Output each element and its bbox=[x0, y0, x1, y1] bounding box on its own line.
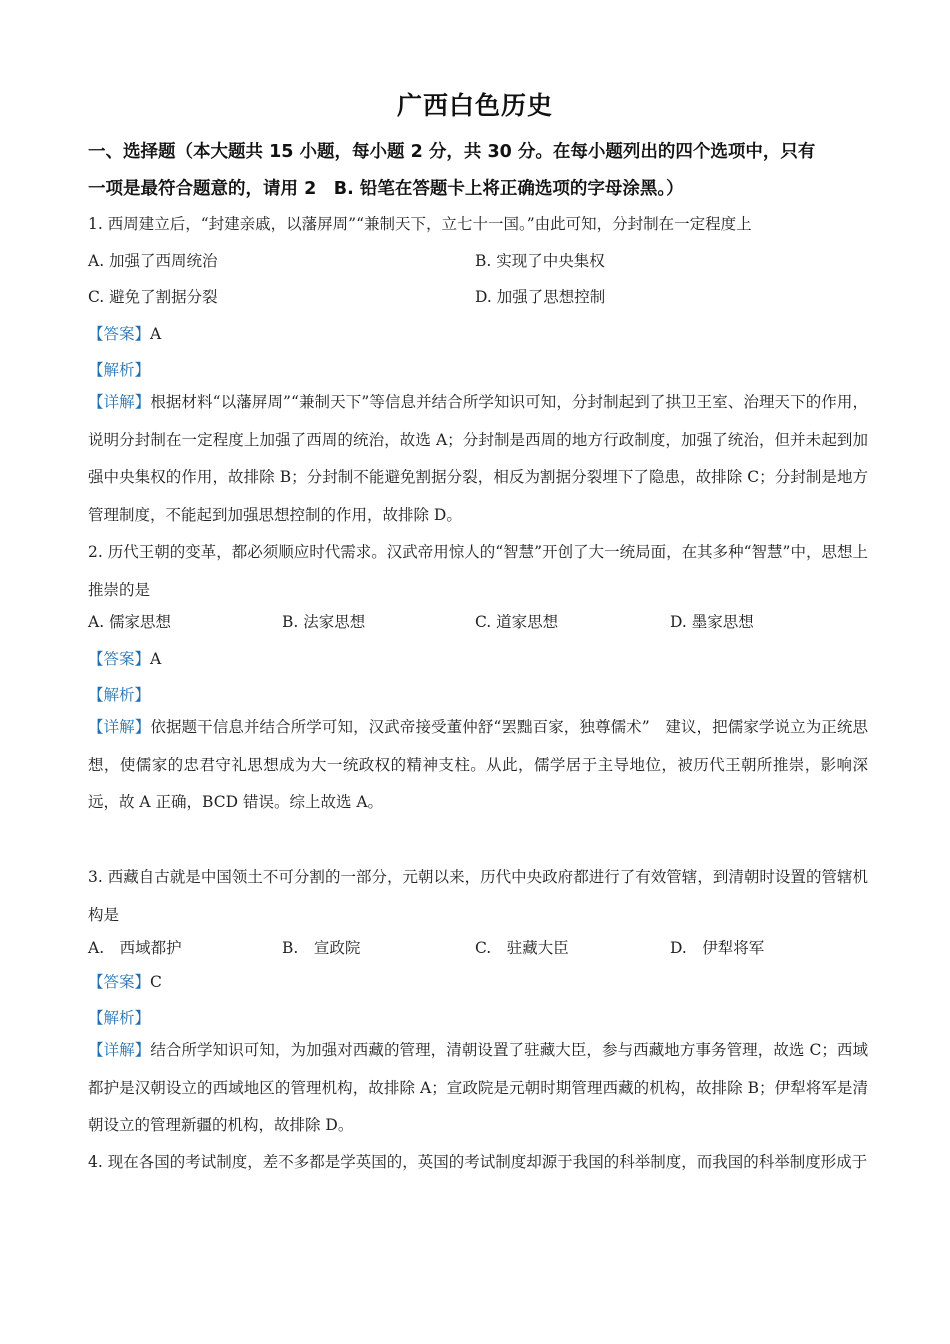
question-3-option-c: C. 驻藏大臣 bbox=[475, 939, 569, 957]
answer-value: A bbox=[150, 325, 162, 343]
question-1-option-d: D. 加强了思想控制 bbox=[475, 288, 606, 306]
answer-label: 【答案】 bbox=[88, 650, 151, 668]
question-2-option-a: A. 儒家思想 bbox=[88, 613, 172, 631]
question-1-option-b: B. 实现了中央集权 bbox=[475, 252, 605, 270]
detail-text: 依据题干信息并结合所学可知，汉武帝接受董仲舒“罢黜百家，独尊儒术” 建议，把儒家学说立为正统思想，使儒家的忠君守礼思想成为大一统政权的精神支柱。从此，儒学居于主导地位，被历代王朝所推崇，影响深远，故 A 正确，BCD 错误。综上故选 A。 bbox=[88, 718, 868, 811]
question-3-option-a: A. 西域都护 bbox=[88, 939, 182, 957]
question-2-option-c: C. 道家思想 bbox=[475, 613, 559, 631]
question-2-stem: 2. 历代王朝的变革，都必须顺应时代需求。汉武帝用惊人的“智慧”开创了大一统局面，在其多种“智慧”中，思想上推崇的是 bbox=[88, 543, 868, 599]
question-3-analysis-label bbox=[88, 1006, 868, 1030]
detail-label: 【详解】 bbox=[88, 393, 151, 411]
question-2-analysis-label bbox=[88, 683, 868, 707]
question-2-detail bbox=[88, 709, 868, 822]
question-2-option-d: D. 墨家思想 bbox=[670, 613, 754, 631]
page-title: 广西白色历史 bbox=[396, 91, 553, 120]
detail-label: 【详解】 bbox=[88, 718, 151, 736]
question-3-option-d: D. 伊犁将军 bbox=[670, 939, 765, 957]
question-2-option-b: B. 法家思想 bbox=[282, 613, 366, 631]
question-3-option-b: B. 宣政院 bbox=[282, 939, 361, 957]
detail-text: 结合所学知识可知，为加强对西藏的管理，清朝设置了驻藏大臣，参与西藏地方事务管理，故选 C；西域都护是汉朝设立的西域地区的管理机构，故排除 A；宣政院是元朝时期管理西藏的机构，故排除 B；伊犁将军是清朝设立的管理新疆的机构，故排除 D。 bbox=[88, 1041, 868, 1134]
question-1-answer bbox=[88, 322, 868, 346]
analysis-label: 【解析】 bbox=[88, 686, 151, 704]
answer-value: C bbox=[150, 973, 162, 991]
analysis-label: 【解析】 bbox=[88, 361, 151, 379]
question-1-analysis-label bbox=[88, 358, 868, 382]
detail-text: 根据材料“以藩屏周”“兼制天下”等信息并结合所学知识可知，分封制起到了拱卫王室、治理天下的作用，说明分封制在一定程度上加强了西周的统治，故选 A；分封制是西周的地方行政制度，加强了统治，但并未起到加强中央集权的作用，故排除 B；分封制不能避免割据分裂，相反为割据分裂埋下了隐患，故排除 C；分封制是地方管理制度，不能起到加强思想控制的作用，故排除 D。 bbox=[88, 393, 868, 524]
section-heading-line-2: 一项是最符合题意的，请用 2 B. 铅笔在答题卡上将正确选项的字母涂黑。） bbox=[88, 179, 684, 199]
question-1-stem: 1. 西周建立后，“封建亲戚，以藩屏周”“兼制天下，立七十一国。”由此可知，分封制在一定程度上 bbox=[88, 215, 752, 233]
section-heading-line-1: 一、选择题（本大题共 15 小题，每小题 2 分，共 30 分。在每小题列出的四个选项中，只有 bbox=[88, 142, 816, 162]
question-2-answer bbox=[88, 647, 868, 671]
answer-label: 【答案】 bbox=[88, 973, 151, 991]
question-1-option-c: C. 避免了割据分裂 bbox=[88, 288, 218, 306]
answer-label: 【答案】 bbox=[88, 325, 151, 343]
question-1-detail bbox=[88, 384, 868, 534]
question-3-stem: 3. 西藏自古就是中国领土不可分割的一部分，元朝以来，历代中央政府都进行了有效管辖，到清朝时设置的管辖机构是 bbox=[88, 868, 868, 924]
analysis-label: 【解析】 bbox=[88, 1009, 151, 1027]
question-3-detail bbox=[88, 1032, 868, 1145]
question-1-option-a: A. 加强了西周统治 bbox=[88, 252, 218, 270]
detail-label: 【详解】 bbox=[88, 1041, 151, 1059]
answer-value: A bbox=[150, 650, 162, 668]
question-3-answer bbox=[88, 970, 868, 994]
question-4-stem: 4. 现在各国的考试制度，差不多都是学英国的，英国的考试制度却源于我国的科举制度，而我国的科举制度形成于 bbox=[88, 1153, 868, 1171]
